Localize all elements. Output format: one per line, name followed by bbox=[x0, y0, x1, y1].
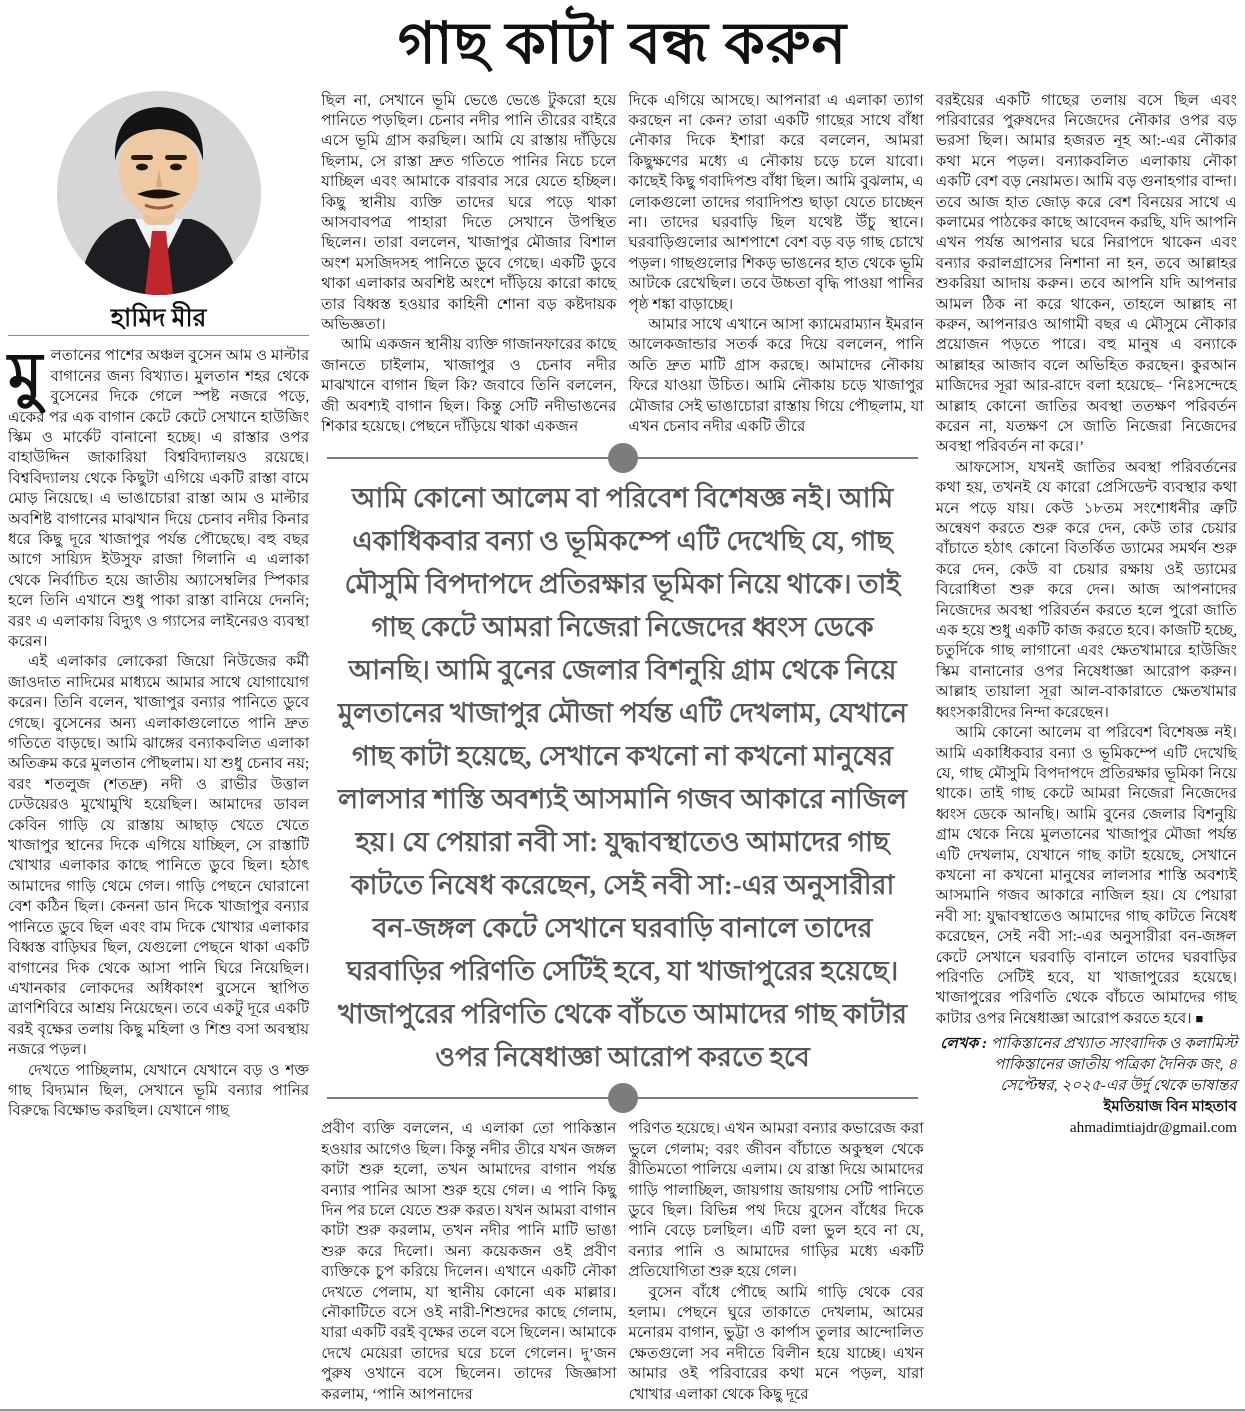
pull-quote-text: আমি কোনো আলেম বা পরিবেশ বিশেষজ্ঞ নই। আমি একাধিকবার বন্যা ও ভূমিকম্পে এটি দেখেছি যে, গাছ মৌসুমি বিপদাপদে প্রতিরক্ষার ভূমিকা নিয়ে থাকে। তাই গাছ কেটে আমরা নিজেরা নিজেদের ধ্বংস ডেকে আনছি। আমি বুনের জেলার বিশনুয়ি গ্রাম থেকে নিয়ে মুলতানের খাজাপুর মৌজা পর্যন্ত এটি দেখলাম, যেখানে গাছ কাটা হয়েছে, সেখানে কখনো না কখনো মানুষের লালসার শাস্তি অবশ্যই আসমানি গজব আকারে নাজিল হয়। যে পেয়ারা নবী সা: যুদ্ধাবস্থাতেও আমাদের গাছ কাটতে নিষেধ করেছেন, সেই নবী সা:-এর অনুসারীরা বন-জঙ্গল কেটে সেখানে ঘরবাড়ি বানালে তাদের ঘরবাড়ির পরিণতি সেটিই হবে, যা খাজাপুরের হয়েছে। খাজাপুরের পরিণতি থেকে বাঁচতে আমাদের গাছ কাটার ওপর নিষেধাজ্ঞা আরোপ করতে হবে bbox=[337, 483, 908, 1073]
column-3-bottom bbox=[629, 1119, 924, 1405]
article-headline: গাছ কাটা বন্ধ করুন bbox=[397, 11, 848, 76]
author-credits bbox=[936, 1033, 1237, 1138]
paragraph: প্রবীণ ব্যক্তি বললেন, এ এলাকা তো পাকিস্তান হওয়ার আগেও ছিল। কিন্তু নদীর তীরে যখন জঙ্গল কাটা শুরু হলো, তখন আমাদের বাগান পর্যন্ত বন্যার পানির আসা শুরু হয়ে গেল। এ পানি কিছু দিন পর চলে যেতে শুরু করত। যখন আমরা বাগান কাটা শুরু করলাম, তখন নদীর পানি মাটি ভাঙা শুরু করে দিলো। অন্য কয়েকজন ওই প্রবীণ ব্যক্তিকে চুপ করিয়ে দিলেন। এখানে একটি নৌকা দেখতে পেলাম, যা স্থানীয় কোনো এক মাল্লার। নৌকাটিতে বসে ওই নারী-শিশুদের কাছে গেলাম, যারা একটি বরই বৃক্ষের তলে বসে ছিলেন। আমাকে দেখে মেয়েরা তাদের ঘরে চলে গেলেন। দু’জন পুরুষ ওখানে বসে ছিলেন। তাদের জিজ্ঞাসা করলাম, ‘পানি আপনাদের bbox=[321, 1120, 617, 1403]
column-2-bottom bbox=[321, 1119, 616, 1405]
source-line: পাকিস্তানের জাতীয় পত্রিকা দৈনিক জং, ৪ সেপ্টেম্বর, ২০২৫-এর উর্দু থেকে ভাষান্তর bbox=[994, 1056, 1237, 1095]
writer-description: পাকিস্তানের প্রখ্যাত সাংবাদিক ও কলামিস্ট bbox=[987, 1035, 1237, 1053]
article-columns bbox=[8, 91, 1237, 1406]
middle-top-row bbox=[321, 91, 924, 438]
column-2-top bbox=[321, 91, 616, 438]
paragraph: এই এলাকার লোকেরা জিয়ো নিউজের কর্মী জাওদাত নাদিমের মাধ্যমে আমার সাথে যোগাযোগ করেন। তিনি বলেন, খাজাপুর বন্যার পানিতে ডুবে গেছে। বুসেনের অন্য এলাকাগুলোতে পানি দ্রুত গতিতে বাড়ছে। আমি ঝাঙ্গের বন্যাকবলিত এলাকা অতিক্রম করে মুলতান পৌছলাম। যা শুধু চেনাব নয়; বরং শতলুজ (শতদ্রু) নদী ও রাভীর উত্তাল ঢেউয়েরও মুখোমুখি হয়েছিল। আমাদের ডাবল কেবিন গাড়ি যে রাস্তায় আছাড় খেতে খেতে খাজাপুর স্থানের দিকে এগিয়ে যাচ্ছিল, সে রাস্তাটি খোখার এলাকার কাছে পানিতে ডুবে ছিল। হঠাৎ আমাদের গাড়ি থেমে গেল। গাড়ি পেছনে ঘোরানো বেশ কঠিন ছিল। কেননা ডান দিকে খাজাপুর বন্যার পানিতে ডুবে ছিল এবং বাম দিকে খোখার এলাকার বিধ্বস্ত বাড়িঘর ছিল, যেগুলো পেছনে থাকা একটি বাগানের দিক থেকে আসা পানি ঘিরে নিয়েছিল। এখানকার লোকদের অধিকাংশ বুসেনে স্থাপিত ত্রাণশিবিরে আশ্রয় নিয়েছেন। তবে একটু দূরে একটি বরই বৃক্ষের তলায় কিছু মহিলা ও শিশু বসা অবস্থায় নজরে পড়ল। bbox=[8, 653, 310, 1059]
translator-name: ইমতিয়াজ বিন মাহতাব bbox=[1103, 1098, 1237, 1116]
writer-line bbox=[936, 1033, 1237, 1054]
paragraph: আমার সাথে এখানে আসা ক্যামেরাম্যান ইমরান আলেকজান্ডার সতর্ক করে দিয়ে বললেন, পানি অতি দ্রুত মাটি গ্রাস করছে। আমাদের নৌকায় ফিরে যাওয়া উচিত। আমি নৌকায় চড়ে খাজাপুর মৌজার সেই ভাঙাচোরা রাস্তায় গিয়ে পৌছলাম, যা এখন চেনাব নদীর একটি তীরে bbox=[628, 315, 924, 435]
paragraph bbox=[8, 342, 310, 652]
pull-quote-block bbox=[327, 441, 918, 1115]
end-of-article-mark: ■ bbox=[1195, 1010, 1204, 1026]
middle-bottom-row bbox=[321, 1119, 924, 1405]
author-name: হামিদ মীর bbox=[110, 304, 207, 332]
paragraph: দেখতে পাচ্ছিলাম, যেখানে যেখানে বড় ও শক্ত গাছ বিদ্যমান ছিল, সেখানে ভূমি বন্যার পানির বিরুদ্ধে বিক্ষোভ করছিল। যেখানে গাছ bbox=[8, 1061, 310, 1120]
paragraph: আমি একজন স্থানীয় ব্যক্তি গাজানফারের কাছে জানতে চাইলাম, খাজাপুর ও চেনাব নদীর মাঝখানে বাগান ছিল কি? জবাবে তিনি বললেন, জী অবশ্যই বাগান ছিল। কিন্তু সেটি নদীভাঙনের শিকার হয়েছে। পেছনে দাঁড়িয়ে থাকা একজন bbox=[321, 336, 617, 435]
translator-email: ahmadimtiajdr@gmail.com bbox=[1069, 1119, 1237, 1137]
paragraph: বুসেন বাঁধে পৌছে আমি গাড়ি থেকে বের হলাম। পেছনে ঘুরে তাকাতে দেখলাম, আমের মনোরম বাগান, ভুট্টা ও কার্পাস তুলার আন্দোলিত ক্ষেতগুলো সব নদীতে বিলীন হয়ে যাচ্ছে। এখন আমার ওই পরিবারের কথা মনে পড়ল, যারা খোখার এলাকা থেকে কিছু দূরে bbox=[628, 1283, 924, 1403]
column-4 bbox=[936, 91, 1237, 1406]
paragraph bbox=[936, 723, 1237, 1029]
author-block bbox=[8, 91, 309, 337]
author-portrait-illustration bbox=[57, 91, 261, 295]
middle-columns bbox=[321, 91, 924, 1406]
paragraph: আফসোস, যখনই জাতির অবস্থা পরিবর্তনের কথা হয়, তখনই যে কারো প্রেসিডেন্ট ব্যবস্থার কথা মনে পড়ে যায়। কেউ ১৮তম সংশোধনীর ত্রুটি অন্বেষণ করতে শুরু করে দেন, কেউ তার চেয়ার বাঁচাতে হঠাৎ কোনো বিতর্কিত ড্যামের সমর্থন শুরু করে দেন, কেউ বা চেয়ার রক্ষায় ওই ড্যামের বিরোধিতা শুরু করে দেন। আজ আপনাদের নিজেদের অবস্থা পরিবর্তন করতে হলে পুরো জাতি এক হয়ে শুধু একটি কাজ করতে হবে। কাজটি হচ্ছে, চতুর্দিকে গাছ লাগানো এবং ক্ষেতখামারে হাউজিং স্কিম বানানোর ওপর নিষেধাজ্ঞা আরোপ করুন। আল্লাহ তায়ালা সূরা আল-বাকারাতে ক্ষেতখামার ধ্বংসকারীদের নিন্দা করেছেন। bbox=[935, 458, 1237, 721]
paragraph: দিকে এগিয়ে আসছে। আপনারা এ এলাকা ত্যাগ করছেন না কেন? তারা একটি গাছের সাথে বাঁধা নৌকার দিকে ইশারা করে বললেন, আমরা কিছুক্ষণের মধ্যে এ নৌকায় চড়ে চলে যাবো। কাছেই কিছু গবাদিপশু বাঁধা ছিল। আমি বুঝলাম, এ লোকগুলো তাদের গবাদিপশু ছাড়া যেতে চাচ্ছেন না। তাদের ঘরবাড়ি ছিল যথেষ্ট উঁচু স্থানে। ঘরবাড়িগুলোর আশপাশে বেশ বড় বড় গাছ চোখে পড়ল। গাছগুলোর শিকড় ভাঙনের হাত থেকে ভূমি আটকে রেখেছিল। তবে উচ্চতা বৃদ্ধি পাওয়া পানির পৃষ্ঠ শঙ্কা বাড়াচ্ছে। bbox=[628, 91, 924, 313]
pull-quote-top-divider bbox=[327, 457, 918, 459]
paragraph: পরিণত হয়েছে। এখন আমরা বন্যার কভারেজ করা ভুলে গেলাম; বরং জীবন বাঁচাতে অকুস্থল থেকে রীতিমতো পালিয়ে এলাম। যে রাস্তা দিয়ে আমাদের গাড়ি পালাচ্ছিল, জায়গায় জায়গায় সেটি পানিতে ডুবে ছিল। বিভিন্ন পথ দিয়ে বুসেন বাঁধের দিকে পানি বেড়ে চলছিল। এটি বলা ভুল হবে না যে, বন্যার পানি ও আমাদের গাড়ির মধ্যে একটি প্রতিযোগিতা শুরু হয়ে গেল। bbox=[628, 1120, 924, 1281]
writer-label: লেখক : bbox=[940, 1035, 988, 1053]
paragraph: বরইয়ের একটি গাছের তলায় বসে ছিল এবং পরিবারের পুরুষদের নিজেদের নৌকার ওপর বড় ভরসা ছিল। আমার হজরত নূহ আ:-এর নৌকার কথা মনে পড়ল। বন্যাকবলিত এলাকায় নৌকা একটি বেশ বড় নেয়ামত। আমি বড় গুনাহগার বান্দা। তবে আজ হাত জোড় করে বেশ বিনয়ের সাথে এ কলামের পাঠকের কাছে আবেদন করছি, যদি আপনি এখন পর্যন্ত আপনার ঘরে নিরাপদে থাকেন এবং বন্যার করালগ্রাসের নিশানা না হন, তবে আল্লাহর শুকরিয়া আদায় করুন। তবে আপনি যদি আপনার আমল ঠিক না করে থাকেন, তাহলে আল্লাহ না করুন, আপনারও আগামী বছর এ মৌসুমে নৌকার প্রয়োজন পড়তে পারে। বহু মানুষ এ বন্যাকে আল্লাহর আজাব বলে অভিহিত করছেন। কুরআন মাজিদের সূরা আর-রাদে বলা হয়েছে– ‘নিঃসন্দেহে আল্লাহ কোনো জাতির অবস্থা ততক্ষণ পরিবর্তন করেন না, যতক্ষণ সে জাতি নিজেরা নিজেদের অবস্থা পরিবর্তন না করে।’ bbox=[935, 91, 1237, 456]
paragraph-text: আমি কোনো আলেম বা পরিবেশ বিশেষজ্ঞ নই। আমি একাধিকবার বন্যা ও ভূমিকম্পে এটি দেখেছি যে, গাছ মৌসুমি বিপদাপদে প্রতিরক্ষার ভূমিকা নিয়ে থাকে। তাই গাছ কেটে আমরা নিজেরা নিজেদের ধ্বংস ডেকে আনছি। আমি বুনের জেলার বিশনুয়ি গ্রাম থেকে নিয়ে মুলতানের খাজাপুর মৌজা পর্যন্ত এটি দেখলাম, যেখানে গাছ কাটা হয়েছে, সেখানে কখনো না কখনো মানুষের লালসার শাস্তি অবশ্যই আসমানি গজব আকারে নাজিল হয়। যে পেয়ারা নবী সা: যুদ্ধাবস্থাতেও আমাদের গাছ কাটতে নিষেধ করেছেন, সেই নবী সা:-এর অনুসারীরা বন-জঙ্গল কেটে সেখানে ঘরবাড়ি বানালে তাদের ঘরবাড়ির পরিণতি সেটিই হবে, যা খাজাপুরের হয়েছে। খাজাপুরের পরিণতি থেকে বাঁচতে আমাদের গাছ কাটার ওপর নিষেধাজ্ঞা আরোপ করতে হবে। bbox=[935, 724, 1237, 1027]
paragraph: ছিল না, সেখানে ভূমি ভেঙে ভেঙে টুকরো হয়ে পানিতে পড়ছিল। চেনাব নদীর পানি তীরের বাইরে এসে ভূমি গ্রাস করছিল। আমি যে রাস্তায় দাঁড়িয়ে ছিলাম, সে রাস্তা দ্রুত গতিতে পানির নিচে চলে যাচ্ছিল এবং আমাকে বারবার সরে যেতে হচ্ছিল। কিছু স্থানীয় ব্যক্তি তাদের ঘরে পড়ে থাকা আসবাবপত্র পাহারা দিতে সেখানে উপস্থিত ছিলেন। তারা বললেন, খাজাপুর মৌজার বিশাল অংশ মসজিদসহ পানিতে ডুবে গেছে। একটি ডুবে থাকা এলাকার অবশিষ্ট অংশে দাঁড়িয়ে কারো কাছে তার বিধ্বস্ত হওয়ার কাহিনী শোনা বড় কষ্টদায়ক অভিজ্ঞতা। bbox=[321, 91, 617, 333]
dropcap: মু bbox=[8, 342, 43, 411]
author-divider bbox=[8, 335, 309, 336]
column-3-top bbox=[629, 91, 924, 438]
column-1 bbox=[8, 91, 309, 1406]
pull-quote-bottom-divider bbox=[327, 1097, 918, 1099]
author-photo bbox=[57, 91, 261, 295]
paragraph-text: লতানের পাশের অঞ্চল বুসেন আম ও মাল্টার বাগানের জন্য বিখ্যাত। মুলতান শহর থেকে বুসেনের দিকে গেলে স্পষ্ট নজরে পড়ে, একের পর এক বাগান কেটে কেটে সেখানে হাউজিং স্কিম ও মার্কেট বানানো হচ্ছে। এ রাস্তার ওপর বাহাউদ্দিন জাকারিয়া বিশ্ববিদ্যালয়ও রয়েছে। বিশ্ববিদ্যালয় থেকে কিছুটা এগিয়ে একটি রাস্তা বামে মোড় নিয়েছে। এ ভাঙাচোরা রাস্তা আম ও মাল্টার অবশিষ্ট বাগানের মাঝখান দিয়ে চেনাব নদীর কিনার ধরে কিছু দূরে খাজাপুর পর্যন্ত পৌছেছে। বহু বছর আগে সায়্যিদ ইউসুফ রাজা গিলানি এ এলাকা থেকে নির্বাচিত হয়ে জাতীয় অ্যাসেম্বলির স্পিকার হলে তিনি এখানে শুধু পাকা রাস্তা বানিয়ে দেননি; বরং এ এলাকায় বিদ্যুৎ ও গ্যাসের লাইনেরও ব্যবস্থা করেন। bbox=[8, 347, 310, 650]
